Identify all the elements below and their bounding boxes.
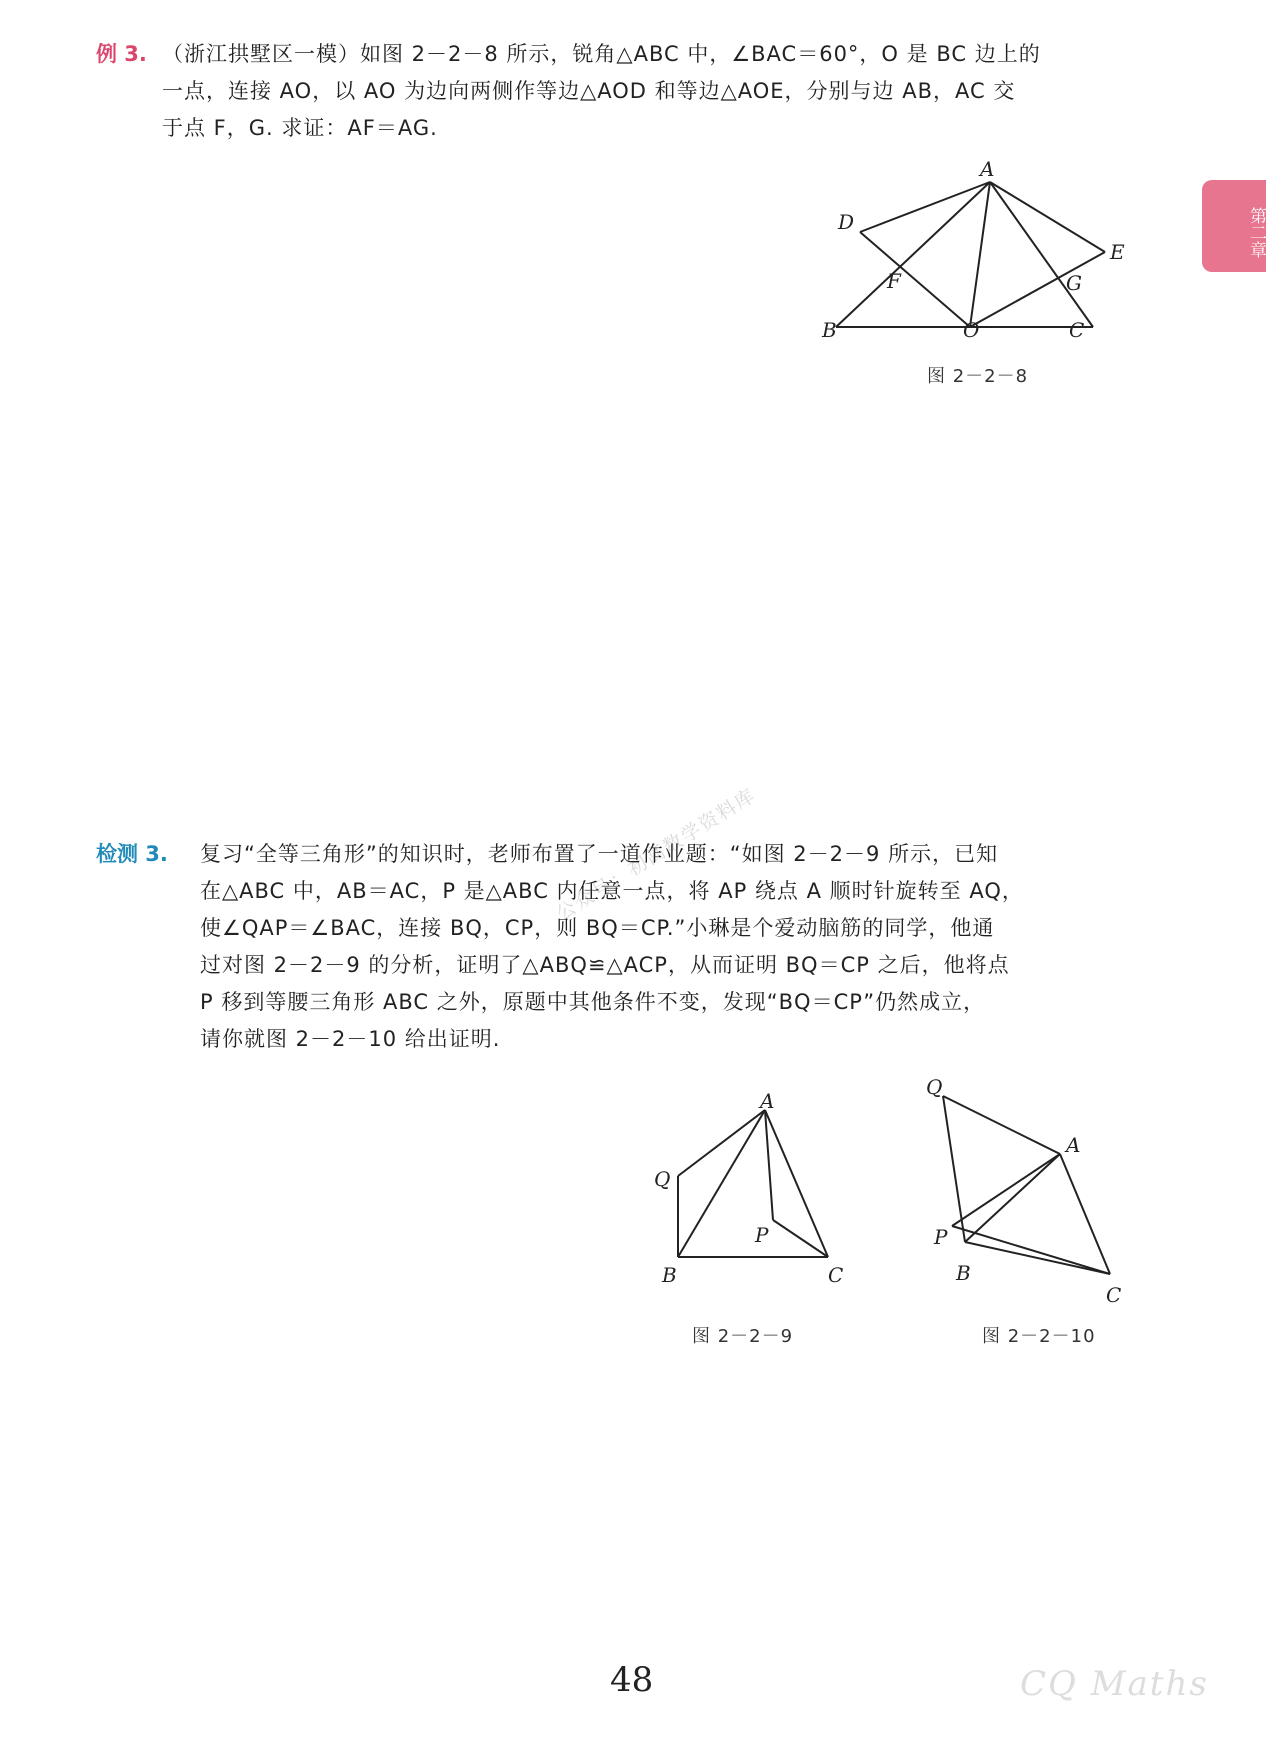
check-3-line: 使∠QAP＝∠BAC，连接 BQ，CP，则 BQ＝CP.”小琳是个爱动脑筋的同学，他通 (200, 916, 995, 940)
check-3-label: 检测 3. (96, 842, 168, 866)
fig9-label-b: B (662, 1263, 677, 1287)
check-3-line: 请你就图 2－2－10 给出证明. (200, 1027, 501, 1051)
point-label-a: A (980, 157, 995, 181)
figure-2-2-8-caption: 图 2－2－8 (927, 366, 1029, 387)
check-3-line: 过对图 2－2－9 的分析，证明了△ABQ≌△ACP，从而证明 BQ＝CP 之后，他将点 (200, 953, 1010, 977)
point-label-g: G (1066, 271, 1082, 295)
watermark: 公众号：初高数学资料库 (552, 784, 761, 926)
example-3-label: 例 3. (96, 42, 147, 66)
page-number: 48 (610, 1660, 654, 1700)
point-label-e: E (1110, 240, 1125, 264)
fig10-label-b: B (956, 1261, 971, 1285)
fig10-label-c: C (1106, 1283, 1122, 1307)
fig9-label-q: Q (654, 1167, 671, 1191)
fig9-label-a: A (760, 1089, 775, 1113)
point-label-d: D (838, 210, 855, 234)
figure-2-2-10-caption: 图 2－2－10 (982, 1326, 1096, 1347)
point-label-c: C (1069, 318, 1085, 342)
brand-mark: CQ Maths (1020, 1664, 1209, 1704)
check-3-line: 在△ABC 中，AB＝AC，P 是△ABC 内任意一点，将 AP 绕点 A 顺时针旋转至 AQ， (200, 879, 1024, 903)
point-label-o: O (963, 318, 980, 342)
example-3-line: （浙江拱墅区一模）如图 2－2－8 所示，锐角△ABC 中，∠BAC＝60°，O 是 BC 边上的 (162, 42, 1041, 66)
fig10-label-a: A (1066, 1133, 1081, 1157)
fig10-label-p: P (934, 1225, 948, 1249)
check-3-line: 复习“全等三角形”的知识时，老师布置了一道作业题：“如图 2－2－9 所示，已知 (200, 842, 999, 866)
figure-2-2-9-caption: 图 2－2－9 (692, 1326, 794, 1347)
check-3-line: P 移到等腰三角形 ABC 之外，原题中其他条件不变，发现“BQ＝CP”仍然成立， (200, 990, 986, 1014)
fig10-label-q: Q (926, 1075, 943, 1099)
chapter-tab: 第二章 (1202, 180, 1266, 272)
figure-2-2-10-lines (943, 1096, 1110, 1274)
example-3-line: 一点，连接 AO，以 AO 为边向两侧作等边△AOD 和等边△AOE，分别与边 AB，AC 交 (162, 79, 1016, 103)
point-label-f: F (887, 269, 901, 293)
fig9-label-p: P (755, 1223, 769, 1247)
fig9-label-c: C (828, 1263, 844, 1287)
example-3-line: 于点 F，G. 求证：AF＝AG. (162, 116, 438, 140)
point-label-b: B (822, 318, 837, 342)
